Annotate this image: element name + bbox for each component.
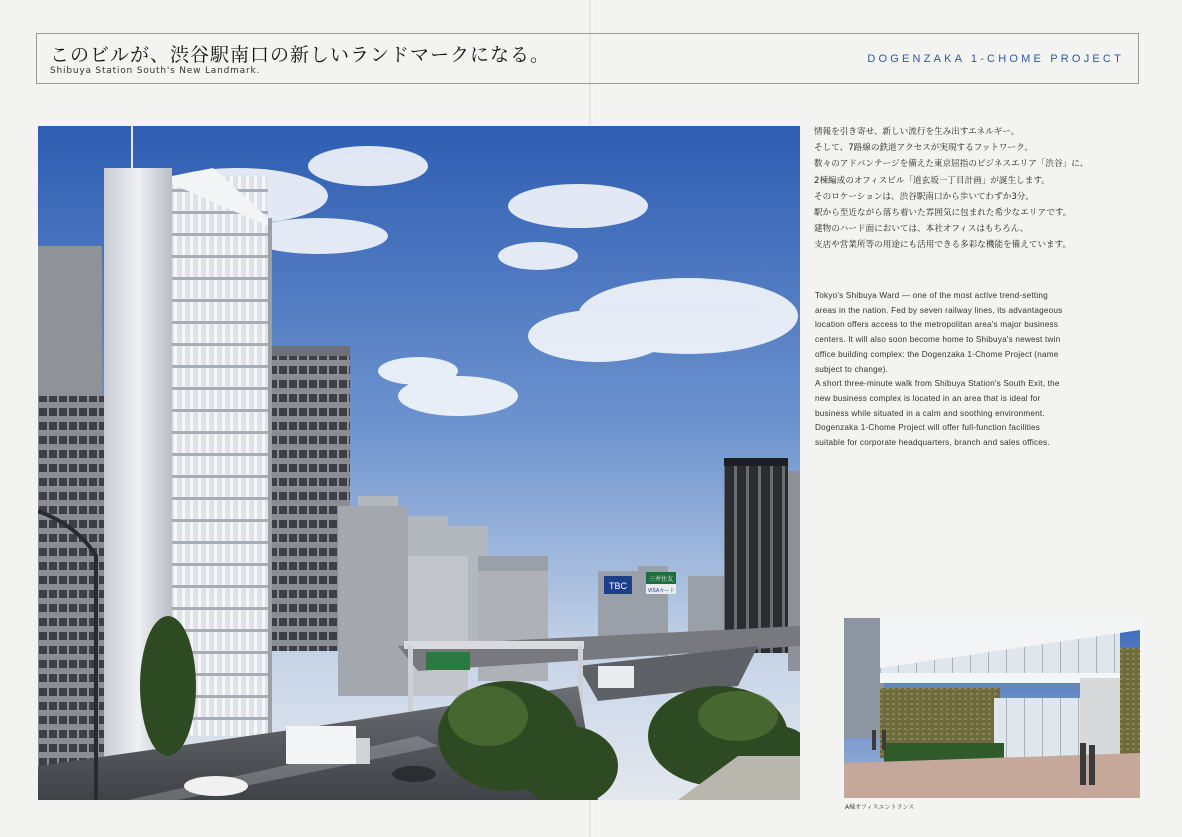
- headline-en: Shibuya Station South's New Landmark.: [50, 66, 261, 76]
- body-jp-line: そして、7路線の鉄道アクセスが実現するフットワーク。: [814, 143, 1033, 154]
- body-jp-line: 駅から至近ながら落ち着いた雰囲気に包まれた希少なエリアです。: [814, 208, 1072, 219]
- sign-tbc: TBC: [609, 581, 627, 591]
- main-photo: [38, 126, 800, 800]
- body-jp-line: 数々のアドバンテージを備えた東京屈指のビジネスエリア「渋谷」に、: [814, 159, 1089, 170]
- body-jp-line: そのロケーションは、渋谷駅南口から歩いてわずか3分。: [814, 191, 1034, 202]
- body-en-line: subject to change).: [815, 364, 888, 374]
- body-en-line: Tokyo's Shibuya Ward — one of the most active trend-setting: [815, 291, 1048, 300]
- sign-mitsui: 三井住友: [648, 576, 674, 583]
- cityscape-illustration: [38, 126, 800, 800]
- project-title: DOGENZAKA 1-CHOME PROJECT: [867, 53, 1124, 65]
- body-jp-line: 2棟編成のオフィスビル「道玄坂一丁目計画」が誕生します。: [814, 175, 1050, 186]
- body-en: [815, 289, 1145, 451]
- body-en-line: location offers access to the metropolitan area's major business: [815, 320, 1059, 330]
- body-jp: [814, 124, 1144, 254]
- entrance-illustration: [844, 618, 1140, 798]
- body-jp-line: 情報を引き寄せ、新しい流行を生み出すエネルギー。: [814, 127, 1020, 137]
- body-en-line: Dogenzaka 1-Chome Project will offer full-function facilities: [815, 423, 1041, 433]
- headline-jp: このビルが、渋谷駅南口の新しいランドマークになる。: [50, 44, 551, 66]
- body-jp-line: 建物のハード面においては、本社オフィスはもちろん、: [814, 224, 1029, 235]
- entrance-rendering: [844, 618, 1140, 798]
- sign-visa: VISAカード: [647, 588, 675, 594]
- body-en-line: suitable for corporate headquarters, branch and sales offices.: [815, 438, 1050, 448]
- body-jp-line: 支店や営業所等の用途にも活用できる多彩な機能を備えています。: [814, 240, 1072, 251]
- body-en-line: new business complex is located in an area that is ideal for: [815, 393, 1041, 403]
- body-en-line: A short three-minute walk from Shibuya Station's South Exit, the: [815, 379, 1060, 389]
- body-en-line: office building complex: the Dogenzaka 1-Chome Project (name: [815, 349, 1059, 359]
- body-en-line: business while situated in a calm and soothing environment.: [815, 408, 1045, 418]
- inset-caption: A棟オフィスエントランス: [845, 804, 915, 811]
- body-en-line: areas in the nation. Fed by seven railway lines, its advantageous: [815, 305, 1063, 315]
- body-en-line: centers. It will also soon become home to Shibuya's newest twin: [815, 335, 1061, 345]
